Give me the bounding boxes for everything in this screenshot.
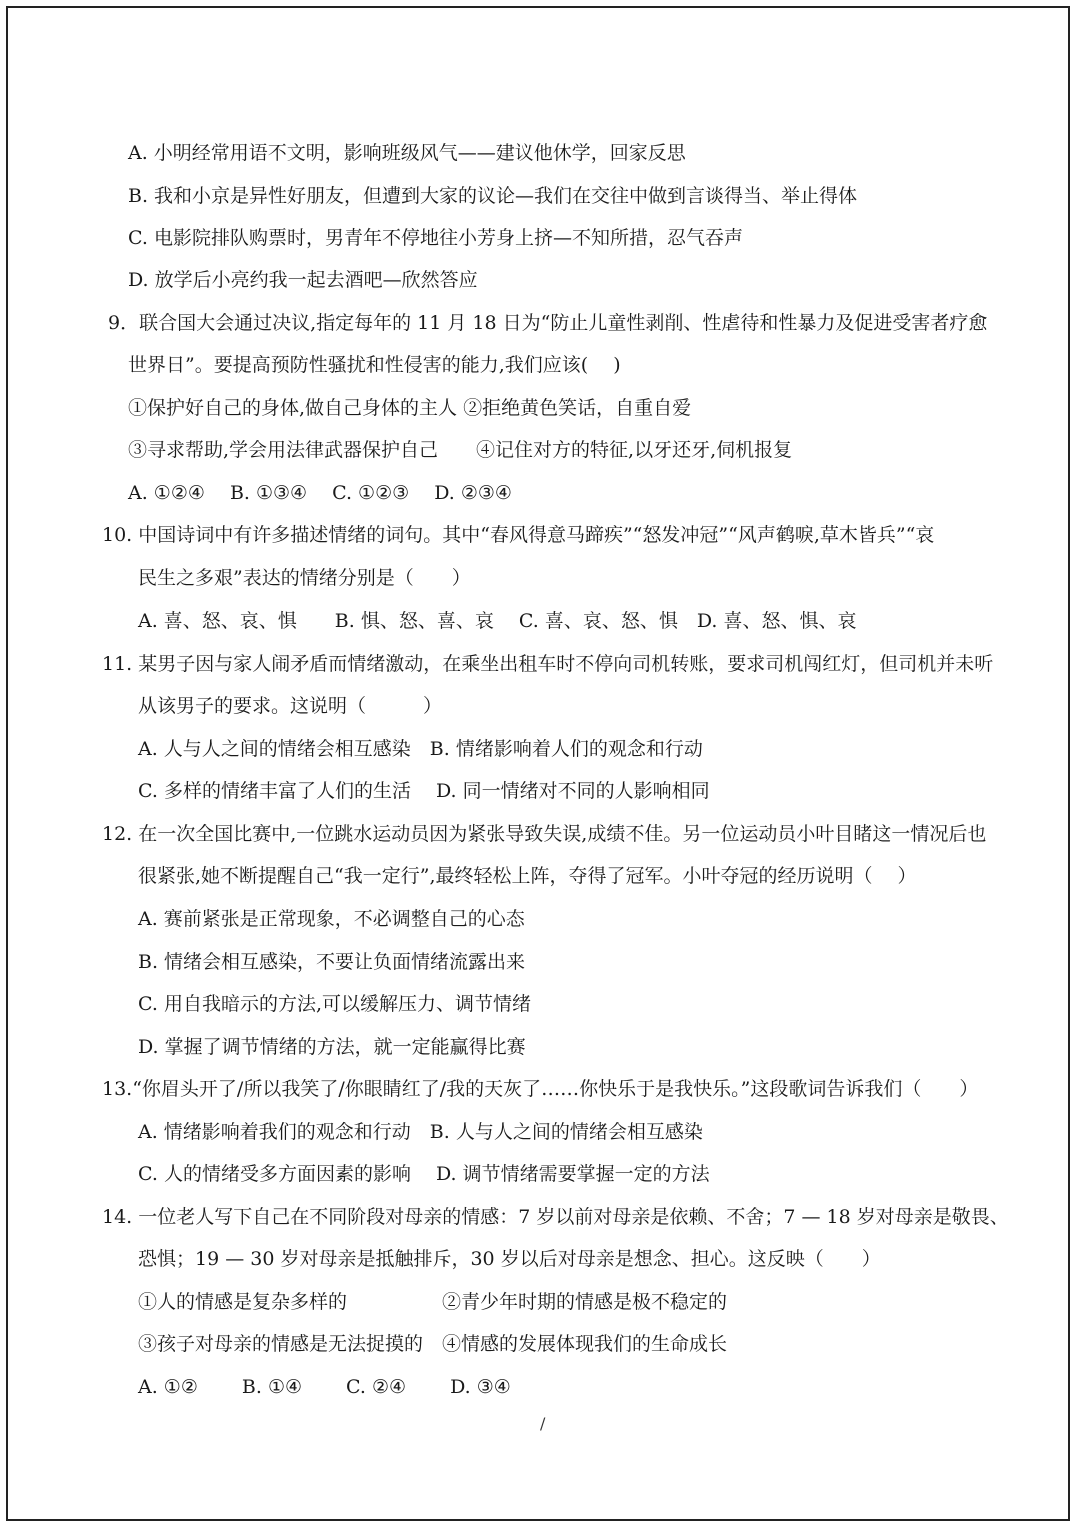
q12-stem-line1: 12. 在一次全国比赛中,一位跳水运动员因为紧张导致失误,成绩不佳。另一位运动员小叶目睹这一情况后也	[102, 823, 987, 845]
q8-option-b: B. 我和小京是异性好朋友，但遭到大家的议论—我们在交往中做到言谈得当、举止得体	[128, 185, 858, 207]
q14-stem-line1: 14. 一位老人写下自己在不同阶段对母亲的情感：7 岁以前对母亲是依赖、不舍；7 — 18 岁对母亲是敬畏、	[102, 1206, 1009, 1228]
q12-option-d: D. 掌握了调节情绪的方法，就一定能赢得比赛	[138, 1036, 526, 1058]
q11-stem-line1: 11. 某男子因与家人闹矛盾而情绪激动，在乘坐出租车时不停向司机转账，要求司机闯红灯，但司机并未听	[102, 653, 994, 675]
q14-item-3: ③孩子对母亲的情感是无法捉摸的	[138, 1333, 424, 1355]
q8-option-a: A. 小明经常用语不文明，影响班级风气——建议他休学，回家反思	[128, 142, 686, 164]
q12-option-b: B. 情绪会相互感染，不要让负面情绪流露出来	[138, 951, 526, 973]
q11-stem-line2: 从该男子的要求。这说明（ ）	[138, 695, 443, 717]
q11-options-cd: C. 多样的情绪丰富了人们的生活 D. 同一情绪对不同的人影响相同	[138, 780, 710, 802]
q9-stem-line1: 9．联合国大会通过决议,指定每年的 11 月 18 日为“防止儿童性剥削、性虐待和性暴力及促进受害者疗愈	[108, 312, 988, 334]
q11-options-ab: A. 人与人之间的情绪会相互感染 B. 情绪影响着人们的观念和行动	[138, 738, 703, 760]
q14-options: A. ①② B. ①④ C. ②④ D. ③④	[138, 1376, 511, 1398]
q13-options-cd: C. 人的情绪受多方面因素的影响 D. 调节情绪需要掌握一定的方法	[138, 1163, 710, 1185]
q12-stem-line2: 很紧张,她不断提醒自己“我一定行”,最终轻松上阵，夺得了冠军。小叶夺冠的经历说明（ ）	[138, 865, 917, 887]
q14-stem-line2: 恐惧；19 — 30 岁对母亲是抵触排斥，30 岁以后对母亲是想念、担心。这反映（ ）	[138, 1248, 881, 1270]
q10-options: A. 喜、怒、哀、惧 B. 惧、怒、喜、哀 C. 喜、哀、怒、惧 D. 喜、怒、惧、哀	[138, 610, 857, 632]
q13-stem: 13.“你眉头开了/所以我笑了/你眼睛红了/我的天灰了……你快乐于是我快乐。”这段歌词告诉我们（ ）	[102, 1078, 979, 1100]
q9-items-3-4: ③寻求帮助,学会用法律武器保护自己 ④记住对方的特征,以牙还牙,伺机报复	[128, 439, 793, 461]
q10-stem-line1: 10. 中国诗词中有许多描述情绪的词句。其中“春风得意马蹄疾”“怒发冲冠”“风声鹤唳,草木皆兵”“哀	[102, 524, 935, 546]
q13-options-ab: A. 情绪影响着我们的观念和行动 B. 人与人之间的情绪会相互感染	[138, 1121, 703, 1143]
q12-option-a: A. 赛前紧张是正常现象，不必调整自己的心态	[138, 908, 525, 930]
q8-option-c: C. 电影院排队购票时，男青年不停地往小芳身上挤—不知所措，忍气吞声	[128, 227, 743, 249]
q8-option-d: D. 放学后小亮约我一起去酒吧—欣然答应	[128, 269, 478, 291]
q14-item-2: ②青少年时期的情感是极不稳定的	[442, 1291, 728, 1313]
q9-items-1-2: ①保护好自己的身体,做自己身体的主人 ②拒绝黄色笑话，自重自爱	[128, 397, 692, 419]
q14-item-1: ①人的情感是复杂多样的	[138, 1291, 348, 1313]
q9-options: A. ①②④ B. ①③④ C. ①②③ D. ②③④	[128, 482, 512, 504]
q9-stem-line2: 世界日”。要提高预防性骚扰和性侵害的能力,我们应该( )	[128, 354, 621, 376]
q14-item-4: ④情感的发展体现我们的生命成长	[442, 1333, 728, 1355]
q12-option-c: C. 用自我暗示的方法,可以缓解压力、调节情绪	[138, 993, 531, 1015]
q10-stem-line2: 民生之多艰”表达的情绪分别是（ ）	[138, 567, 471, 589]
page-mark: /	[540, 1414, 546, 1433]
